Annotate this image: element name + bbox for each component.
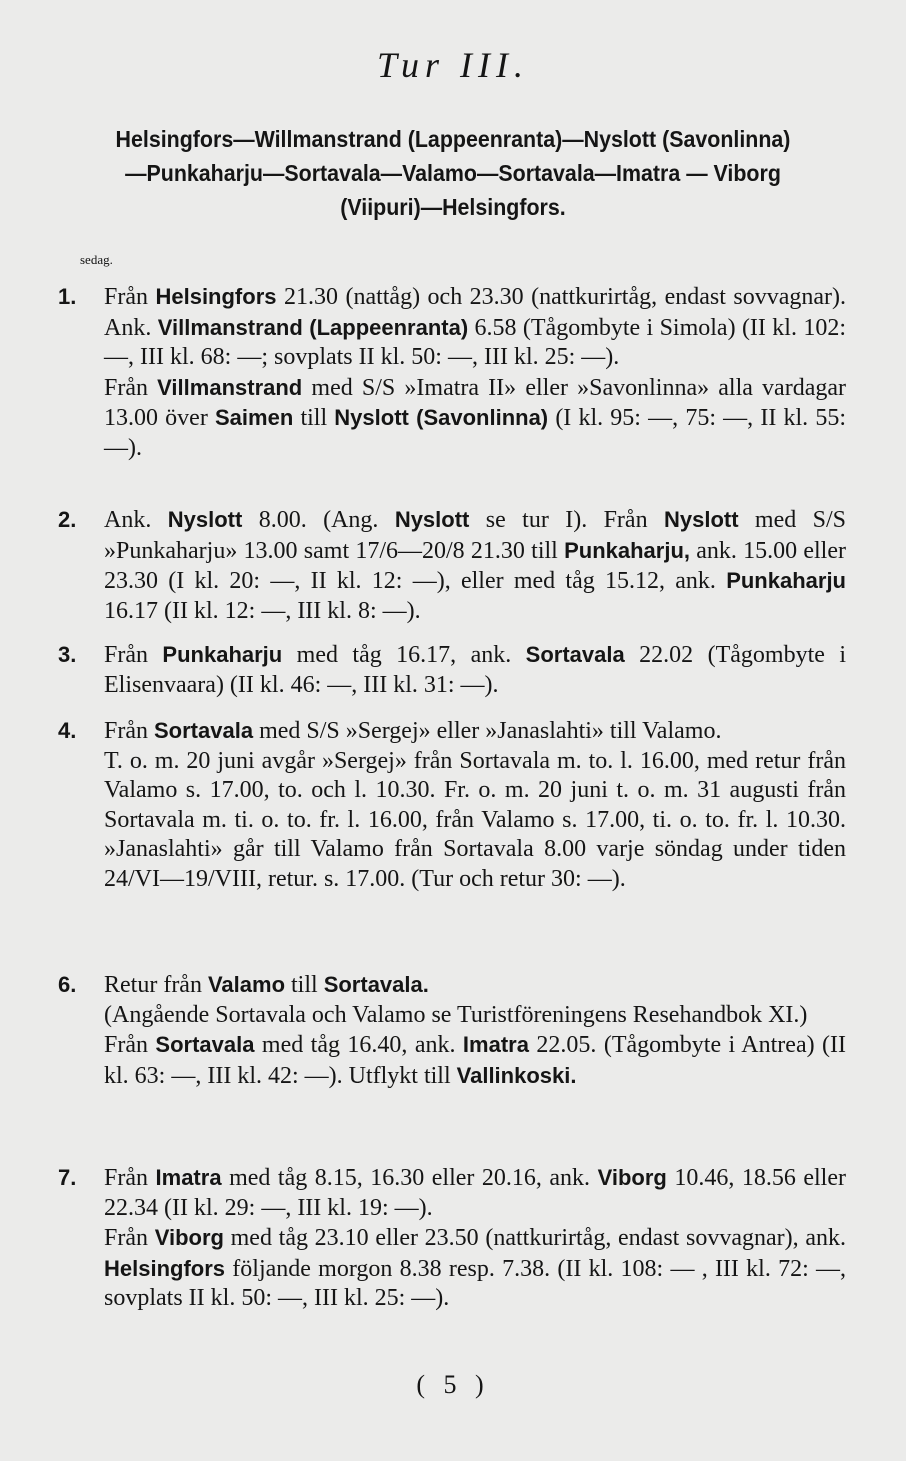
sedag-note: sedag. — [80, 252, 113, 267]
paragraph: T. o. m. 20 juni avgår »Sergej» från Sortavala m. to. l. 16.00, med retur från Valamo s. 17.00, to. och l. 10.30. Fr. o. m. 20 juni t. o. m. 31 augusti från Sortavala m. ti. o. to. fr. l. 16.00, från Valamo s. 17.00, ti. o. to. fr. l. 10.30. »Janaslahti» går till Valamo från Sortavala 8.00 varje söndag under tiden 24/VI—19/VIII, retur. s. 17.00. (Tur och retur 30: —). — [104, 747, 846, 892]
section-1 — [58, 282, 846, 463]
page-title: Tur III. — [376, 45, 529, 85]
section-body — [104, 970, 846, 1091]
section-4 — [58, 716, 846, 894]
section-number: 2. — [58, 507, 77, 532]
paragraph: Från Sortavala med S/S »Sergej» eller »Janaslahti» till Valamo. — [104, 718, 722, 744]
section-number: 6. — [58, 972, 77, 997]
section-number: 3. — [58, 642, 77, 667]
paragraph: Från Helsingfors 21.30 (nattåg) och 23.30 (nattkurirtåg, endast sovvagnar). Ank. Villmanstrand (Lappeenranta) 6.58 (Tågombyte i Simola) (II kl. 102: —, III kl. 68: —; sovplats II kl. 50: —, III kl. 25: —). — [104, 284, 846, 370]
section-body — [104, 640, 846, 700]
section-3 — [58, 640, 846, 700]
paragraph: Från Sortavala med tåg 16.40, ank. Imatra 22.05. (Tågombyte i Antrea) (II kl. 63: —, III kl. 42: —). Utflykt till Vallinkoski. — [104, 1032, 847, 1089]
section-7 — [58, 1163, 846, 1314]
section-number: 7. — [58, 1165, 77, 1190]
paragraph: Från Viborg med tåg 23.10 eller 23.50 (nattkurirtåg, endast sovvagnar), ank. Helsingfors följande morgon 8.38 resp. 7.38. (II kl. 108: — , III kl. 72: —, sovplats II kl. 50: —, III kl. 25: —). — [104, 1225, 846, 1311]
section-number: 1. — [58, 284, 77, 309]
route-line: —Punkaharju—Sortavala—Valamo—Sortavala—Imatra — Viborg — [125, 160, 781, 186]
paragraph: Ank. Nyslott 8.00. (Ang. Nyslott se tur I). Från Nyslott med S/S »Punkaharju» 13.00 samt 17/6—20/8 21.30 till Punkaharju, ank. 15.00 eller 23.30 (I kl. 20: —, II kl. 12: —), eller med tåg 15.12, ank. Punkaharju 16.17 (II kl. 12: —, III kl. 8: —). — [104, 507, 846, 624]
paragraph: Från Imatra med tåg 8.15, 16.30 eller 20.16, ank. Viborg 10.46, 18.56 eller 22.34 (II kl. 29: —, III kl. 19: —). — [104, 1165, 846, 1221]
page-number: ( 5 ) — [416, 1370, 490, 1399]
section-2 — [58, 505, 846, 626]
section-body — [104, 716, 846, 894]
section-body — [104, 1163, 846, 1314]
section-body — [104, 282, 846, 463]
paragraph: (Angående Sortavala och Valamo se Turistföreningens Resehandbok XI.) — [104, 1001, 808, 1028]
paragraph: Retur från Valamo till Sortavala. — [104, 972, 429, 998]
section-number: 4. — [58, 718, 77, 743]
route-line: (Viipuri)—Helsingfors. — [340, 194, 566, 220]
section-body — [104, 505, 846, 626]
route-line: Helsingfors—Willmanstrand (Lappeenranta)—Nyslott (Savonlinna) — [115, 126, 791, 152]
paragraph: Från Villmanstrand med S/S »Imatra II» eller »Savonlinna» alla vardagar 13.00 över Saimen till Nyslott (Savonlinna) (I kl. 95: —, 75: —, II kl. 55: —). — [104, 374, 846, 461]
route-heading — [88, 122, 819, 224]
paragraph: Från Punkaharju med tåg 16.17, ank. Sortavala 22.02 (Tågombyte i Elisenvaara) (II kl. 46: —, III kl. 31: —). — [104, 642, 846, 698]
section-6 — [58, 970, 846, 1091]
